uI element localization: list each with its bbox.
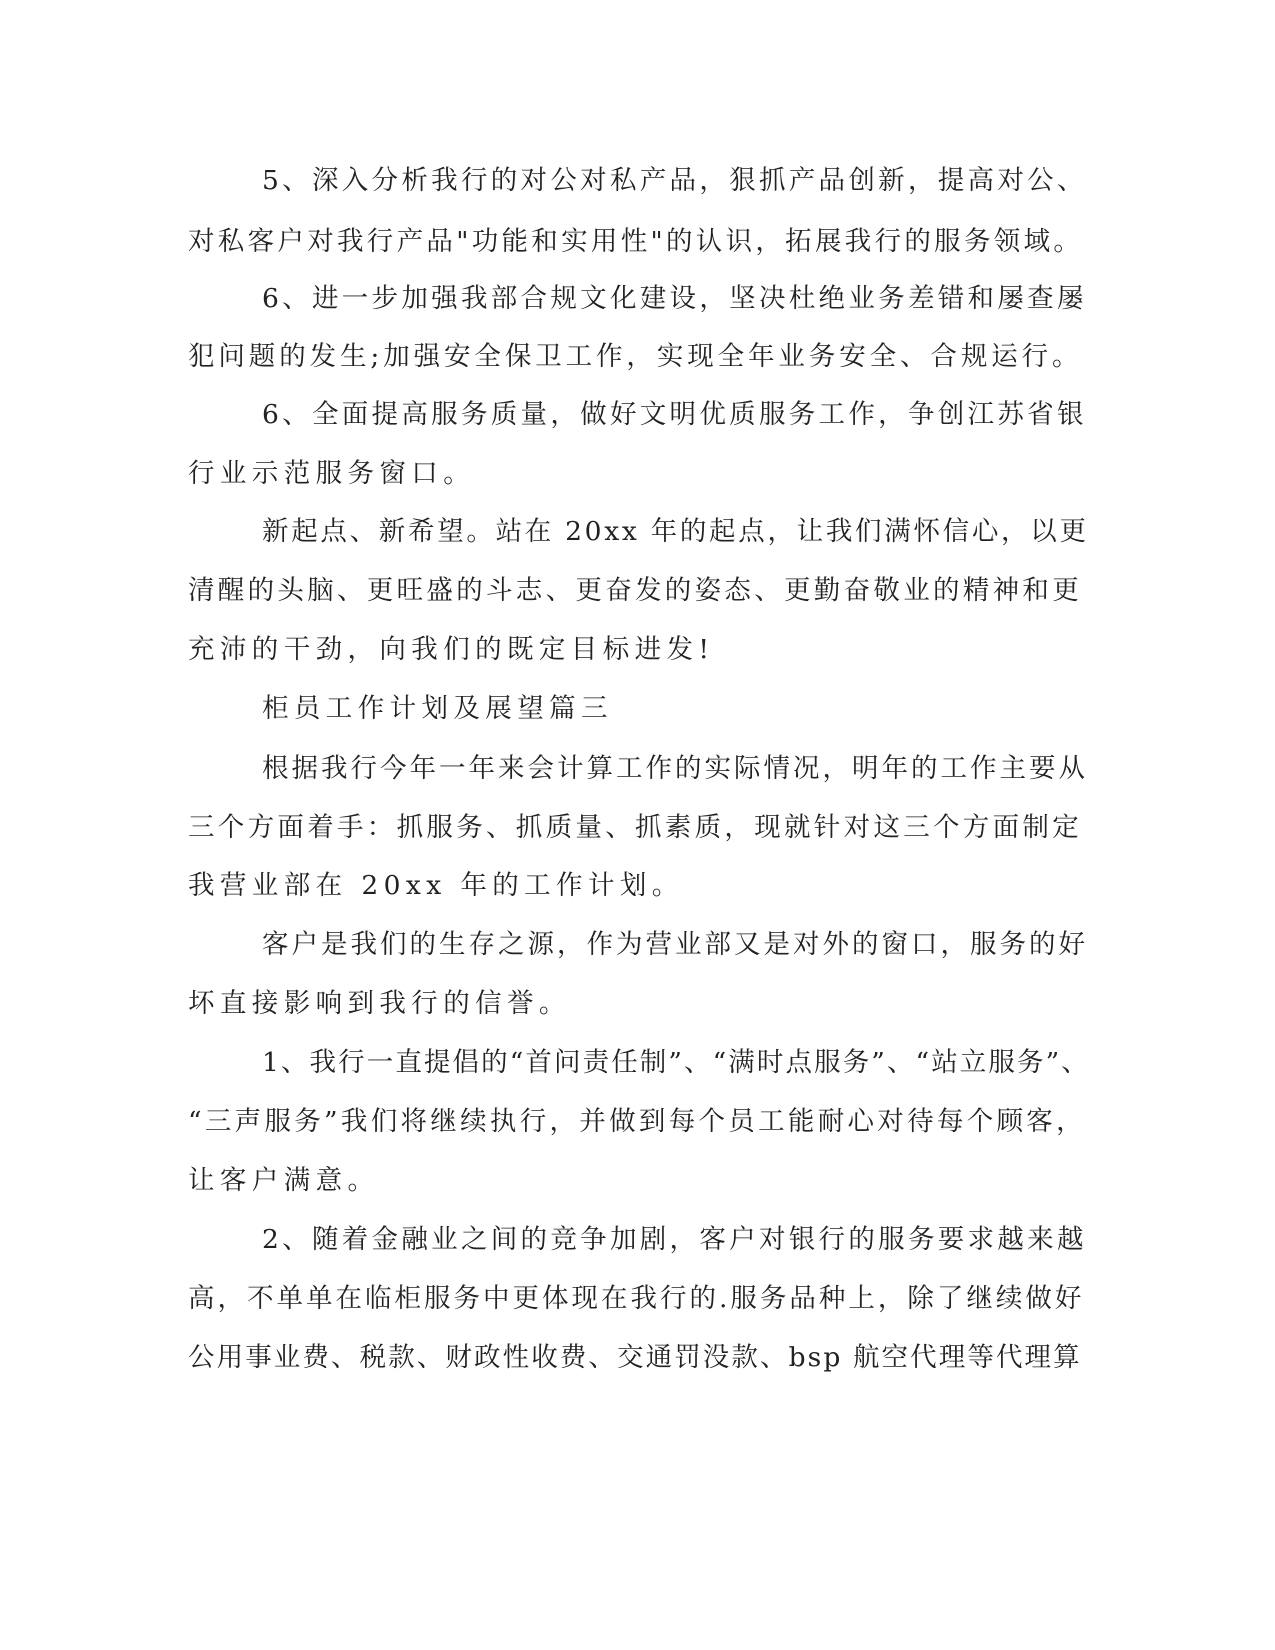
- text-line: 三个方面着手：抓服务、抓质量、抓素质，现就针对这三个方面制定: [188, 812, 1082, 843]
- text-line: 行业示范服务窗口。: [188, 458, 476, 489]
- text-line: “三声服务”我们将继续执行，并做到每个员工能耐心对待每个顾客，: [188, 1106, 1086, 1137]
- text-line: 客户是我们的生存之源，作为营业部又是对外的窗口，服务的好: [262, 929, 1088, 960]
- text-line: 公用事业费、税款、财政性收费、交通罚没款、bsp 航空代理等代理算: [188, 1342, 1082, 1373]
- text-line: 清醒的头脑、更旺盛的斗志、更奋发的姿态、更勤奋敬业的精神和更: [188, 575, 1082, 606]
- text-line: 5、深入分析我行的对公对私产品，狠抓产品创新，提高对公、: [262, 165, 1087, 196]
- text-line: 坏直接影响到我行的信誉。: [188, 988, 571, 1019]
- section-heading: 柜员工作计划及展望篇三: [262, 693, 613, 724]
- text-line: 1、我行一直提倡的“首问责任制”、“满时点服务”、“站立服务”、: [262, 1047, 1090, 1078]
- text-line: 充沛的干劲，向我们的既定目标进发!: [188, 634, 715, 665]
- text-line: 对私客户对我行产品"功能和实用性"的认识，拓展我行的服务领域。: [188, 226, 1084, 257]
- text-line: 根据我行今年一年来会计算工作的实际情况，明年的工作主要从: [262, 753, 1088, 784]
- text-line: 新起点、新希望。站在 20xx 年的起点，让我们满怀信心，以更: [262, 516, 1089, 547]
- text-line: 2、随着金融业之间的竞争加剧，客户对银行的服务要求越来越: [262, 1224, 1087, 1255]
- text-line: 6、进一步加强我部合规文化建设，坚决杜绝业务差错和屡查屡: [262, 283, 1087, 314]
- text-line: 高，不单单在临柜服务中更体现在我行的.服务品种上，除了继续做好: [188, 1283, 1085, 1314]
- text-line: 让客户满意。: [188, 1165, 380, 1196]
- text-line: 我营业部在 20xx 年的工作计划。: [188, 870, 684, 901]
- text-line: 6、全面提高服务质量，做好文明优质服务工作，争创江苏省银: [262, 399, 1087, 430]
- text-line: 犯问题的发生;加强安全保卫工作，实现全年业务安全、合规运行。: [188, 341, 1083, 372]
